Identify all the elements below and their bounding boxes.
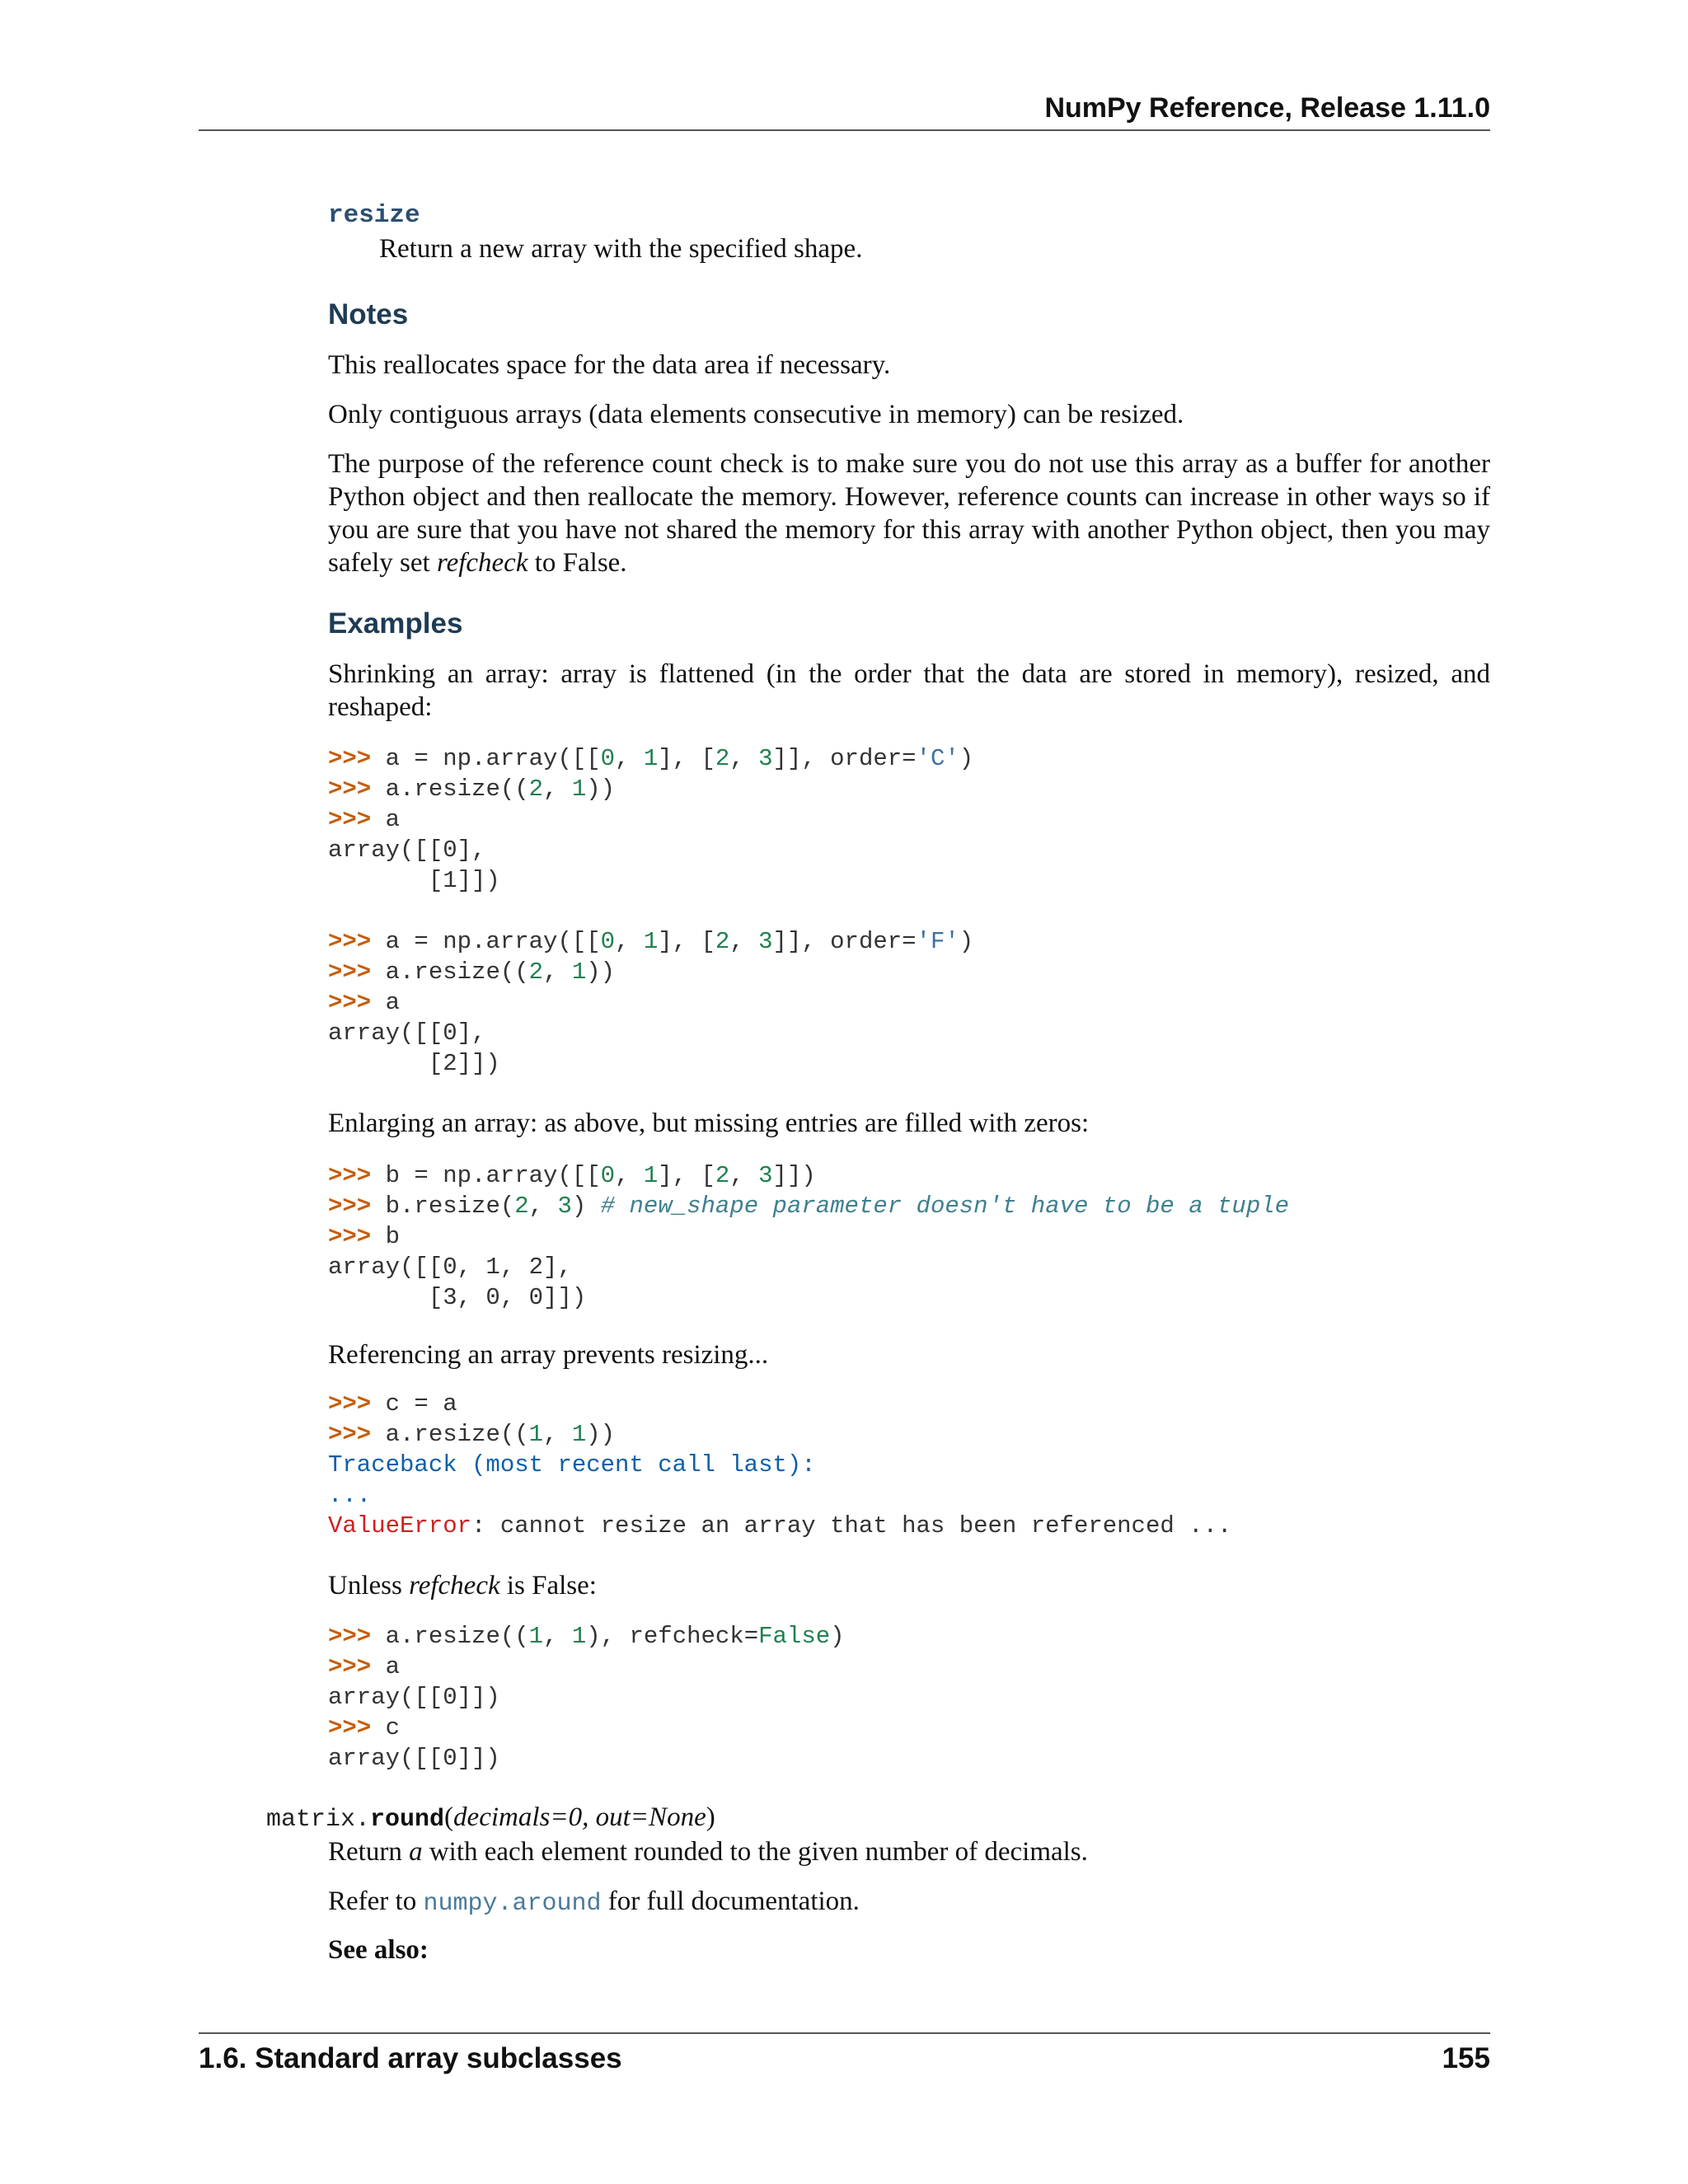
footer-rule	[199, 2032, 1490, 2034]
refcheck-emphasis-2: refcheck	[409, 1571, 500, 1601]
referencing-paragraph: Referencing an array prevents resizing...	[328, 1340, 769, 1370]
numpy-around-link[interactable]: numpy.around	[423, 1890, 602, 1918]
enlarge-paragraph: Enlarging an array: as above, but missing entries are filled with zeros:	[328, 1108, 1090, 1138]
see-also-description: Return a new array with the specified shape.	[379, 234, 863, 264]
method-refer: Refer to numpy.around for full documentation.	[328, 1886, 860, 1918]
code-block-referencing: >>> c = a >>> a.resize((1, 1)) Traceback (most recent call last): ... ValueError: cannot resize an array that has been referenced ...	[328, 1390, 1232, 1540]
page-header: NumPy Reference, Release 1.11.0	[1044, 92, 1490, 124]
method-signature-matrix-round: matrix.round(decimals=0, out=None)	[266, 1802, 715, 1834]
notes-paragraph-1: This reallocates space for the data area if necessary.	[328, 350, 891, 380]
unless-paragraph: Unless refcheck is False:	[328, 1571, 597, 1601]
code-block-refcheck-false: >>> a.resize((1, 1), refcheck=False) >>> a array([[0]]) >>> c array([[0]])	[328, 1623, 845, 1772]
notes-paragraph-2: Only contiguous arrays (data elements consecutive in memory) can be resized.	[328, 400, 1184, 429]
header-rule	[199, 129, 1490, 131]
footer-section: 1.6. Standard array subclasses	[199, 2042, 622, 2074]
see-also-heading: See also:	[328, 1935, 429, 1965]
method-description: Return a with each element rounded to the given number of decimals.	[328, 1837, 1088, 1867]
refcheck-emphasis: refcheck	[436, 548, 528, 578]
code-block-shrink-c: >>> a = np.array([[0, 1], [2, 3]], order='C') >>> a.resize((2, 1)) >>> a array([[0], [1]])	[328, 745, 974, 894]
code-block-enlarge: >>> b = np.array([[0, 1], [2, 3]]) >>> b.resize(2, 3) # new_shape parameter doesn't have to be a tuple >>> b array([[0, 1, 2], [3, 0, 0]])	[328, 1162, 1290, 1311]
examples-heading: Examples	[328, 607, 463, 640]
notes-paragraph-3: The purpose of the reference count check is to make sure you do not use this array as a buffer for another Python object and then reallocate the memory. However, reference counts can increase in other ways so if you are sure that you have not shared the memory for this array with another Python object, then you may safely set refcheck to False.	[328, 449, 1490, 578]
see-also-term-resize[interactable]: resize	[328, 201, 420, 230]
code-block-shrink-f: >>> a = np.array([[0, 1], [2, 3]], order='F') >>> a.resize((2, 1)) >>> a array([[0], [2]])	[328, 928, 974, 1077]
page-number: 155	[1442, 2042, 1490, 2074]
examples-intro: Shrinking an array: array is flattened (in the order that the data are stored in memory), resized, and reshaped:	[328, 659, 1490, 722]
notes-heading: Notes	[328, 298, 409, 330]
